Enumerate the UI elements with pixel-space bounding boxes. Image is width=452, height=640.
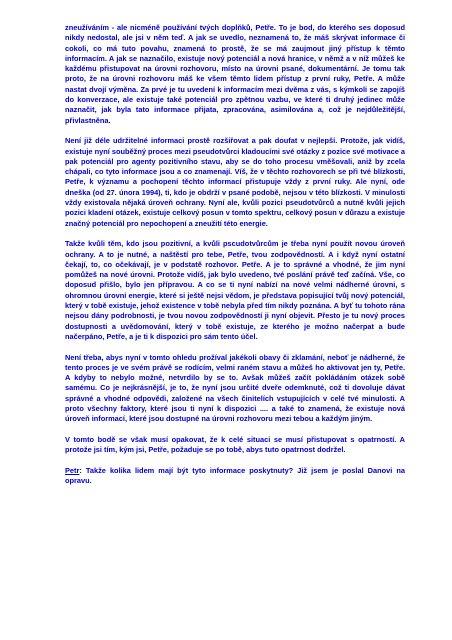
paragraph-5: V tomto bodě se však musí opakovat, že k celé situaci se musí přistupovat s opatrností. A protože jsi tím, kým jsi, Petře, požaduje se po tobě, abys tuto opatrnost dodržel. xyxy=(65,434,405,455)
question-paragraph xyxy=(65,466,405,487)
question-text: : Takže kolika lidem mají být tyto informace poskytnuty? Již jsem je poslal Danovi na opravu. xyxy=(65,465,405,486)
paragraph-1: zneužíváním - ale nicméně používání tvých doplňků, Petře. To je bod, do kterého ses doposud nikdy nedostal, ale jsi v něm teď. A jak se uvedlo, neznamená to, že máš skrývat informace či cokoli, co má tuto povahu, znamená to prostě, že se má zaujmout jiný přístup k těmto informacím. A jak se naznačilo, existuje nový potenciál a nová hranice, v němž a v níž můžeš ke každému přistupovat na úrovni rozhovoru, místo na úrovni psané, dokumentární. Je tomu tak proto, že na úrovni rozhovoru máš ke všem těmto lidem přístup z první ruky, Petře. A může nastat dvojí výměna. Za prvé je tu uvedení k informacím mezi dvěma z vás, s kýmkoli se zapojíš do konverzace, ale existuje také potenciál pro zpětnou vazbu, ve které ti druhý jedinec může naznačit, jak byla tato informace přijata, zpracována, asimilována a, což je nejdůležitější, přivlastněna. xyxy=(65,23,405,125)
speaker-name: Petr xyxy=(65,465,80,475)
paragraph-3: Takže kvůli těm, kdo jsou pozitivní, a kvůli pscudotvůrcům je třeba nyní použít novou úroveň ochrany. A to je nutné, a naštěstí pro tebe, Petře, tvou zodpovědností. A i když nyní ostatní čekají, to, co očekávají, je v podstatě rozhovor. Petře. A je to správné a vhodné, že jim nyní pomůžeš na nové úrovni. Protože vidíš, jak bylo uvedeno, tvé poslání právě teď začíná. Vše, co doposud přišlo, bylo jen přípravou. A co se ti nyní nabízí na nové velmi nádherné úrovni, s ohromnou úrovní energie, které si ještě nejsi vědom, je představa popisující tvůj nový potenciál, který v tobě existuje, jehož existence v tobě nebyla před tím nikdy poznána. A byť tu tohoto rána nejsou dány podrobnosti, je tvou novou zodpovědností ji nyní objevit. Přesto je tu nový proces dostupnosti a uvědomování, který v tobě existuje, ze kterého je možno načerpat a bude načerpáno, Petře, a je ti k dispozici pro sám tento účel. xyxy=(65,239,405,341)
paragraph-4: Není třeba, abys nyní v tomto ohledu prožíval jakékoli obavy či zklamání, neboť je nádherné, že tento proces je ve svém právě se rodícím, velmi raném stavu a můžeš ho aktivovat jen ty, Petře. A kdyby to nebylo možné, netvrdilo by se to. Avšak můžeš začít pokládáním otázek sobě samému. Co je nejkrásnější, je to, že nyní jsou určité dveře odemknuté, což ti dovoluje dávat správné a vhodné odpovědi, založené na všech činitelích vstupujících v celé tvé minulosti. A proto všechny faktory, které jsou ti nyní k dispozici .... a také to znamená, že existuje nová úroveň informací, které jsou dostupné na úrovni rozhovoru mezi tebou a každým jiným. xyxy=(65,352,405,424)
paragraph-2: Není již déle udržitelné informaci prostě rozšiřovat a pak doufat v nejlepší. Protože, jak vidíš, existuje nyní souběžný proces mezi pseudotvůrci kladoucími své otázky z pozice své motivace a pak potenciál pro agenty pozitivního stavu, aby se do toho procesu vměšovali, aniž by zcela chápali, co tyto informace jsou a co znamenají. Víš, že v těchto rozhovorech se při tvé blízkosti, Petře, k významu a pochopení těchto informací přistupuje vždy z první ruky. Ale nyní, ode dneška (od 27. února 1994), ti, kdo je obdrží v psané podobě, nejsou v této blízkosti. V minulosti vždy existovala nějaká úroveň ochrany. Nyní ale, kvůli pozici pseudotvůrců a nutně kvůli jejich pozici kladení otázek, existuje celkový posun v tomto spektru, celkový posun v důrazu a existuje značný potenciál pro nepochopení a zneužití této energie. xyxy=(65,136,405,228)
